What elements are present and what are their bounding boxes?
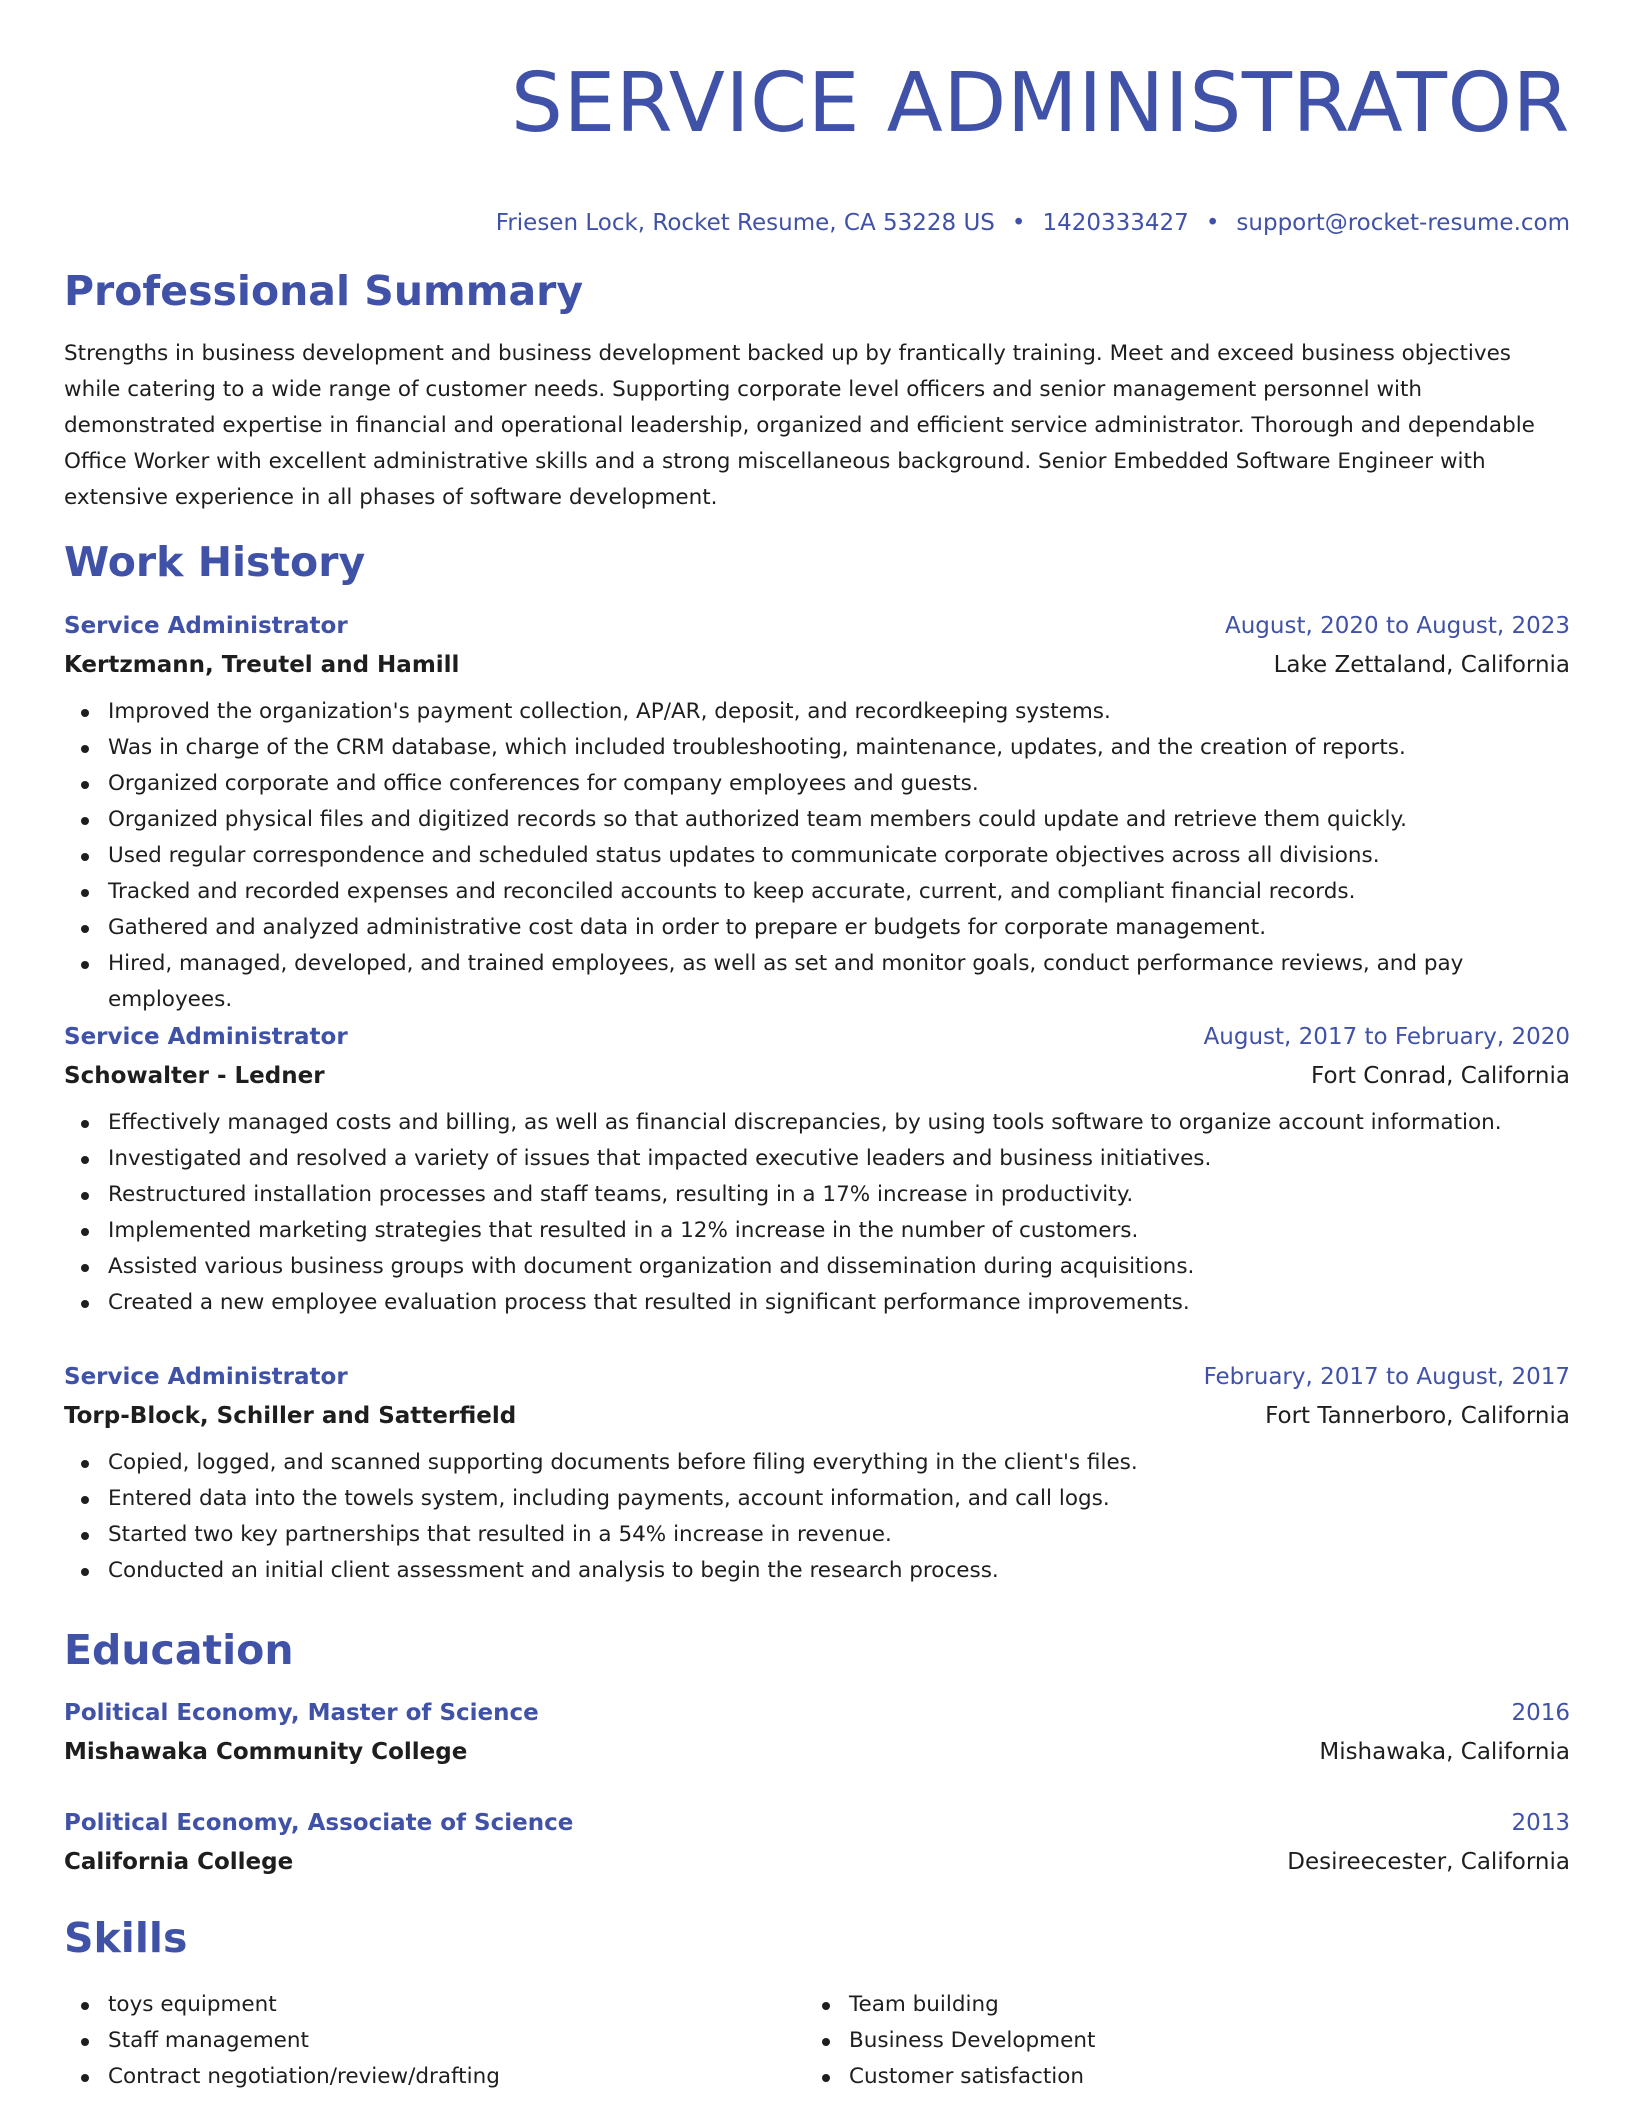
job-bullet: Organized corporate and office conferences for company employees and guests.: [64, 766, 1570, 802]
job-bullet: Was in charge of the CRM database, which included troubleshooting, maintenance, updates, and the creation of reports.: [64, 730, 1570, 766]
contact-address: Friesen Lock, Rocket Resume, CA 53228 US: [495, 210, 995, 236]
job-bullet: Conducted an initial client assessment and analysis to begin the research process.: [64, 1553, 1570, 1589]
job-entry: [64, 1362, 1570, 1589]
job-bullet: Started two key partnerships that resulted in a 54% increase in revenue.: [64, 1517, 1570, 1553]
job-bullet: Effectively managed costs and billing, as well as financial discrepancies, by using tools software to organize account information.: [64, 1105, 1570, 1141]
contact-separator: •: [1011, 210, 1026, 236]
job-dates: August, 2020 to August, 2023: [1225, 613, 1570, 639]
skill-item: Team building: [805, 1987, 1546, 2023]
job-bullet: Organized physical files and digitized records so that authorized team members could update and retrieve them quickly.: [64, 802, 1570, 838]
skills-column-left: [64, 1987, 805, 2095]
candidate-name: SERVICE ADMINISTRATOR: [510, 56, 1570, 151]
education-location: Desireecester, California: [1287, 1849, 1570, 1875]
job-title: Service Administrator: [64, 1024, 348, 1050]
job-location: Fort Tannerboro, California: [1265, 1403, 1570, 1429]
job-entry: [64, 611, 1570, 1018]
job-bullet: Hired, managed, developed, and trained employees, as well as set and monitor goals, conduct performance reviews, and pay employees.: [64, 946, 1570, 1018]
job-bullet: Copied, logged, and scanned supporting documents before filing everything in the client's files.: [64, 1445, 1570, 1481]
contact-line: [64, 208, 1570, 238]
job-bullet: Entered data into the towels system, including payments, account information, and call logs.: [64, 1481, 1570, 1517]
education-entry: [64, 1698, 1570, 1767]
skills-column-right: [805, 1987, 1546, 2095]
job-bullet: Used regular correspondence and scheduled status updates to communicate corporate objectives across all divisions.: [64, 838, 1570, 874]
job-location: Fort Conrad, California: [1311, 1063, 1570, 1089]
skills-list: [64, 1987, 1570, 2095]
contact-separator: •: [1205, 210, 1220, 236]
job-bullet: Improved the organization's payment collection, AP/AR, deposit, and recordkeeping systems.: [64, 694, 1570, 730]
education-school: Mishawaka Community College: [64, 1739, 468, 1765]
job-dates: August, 2017 to February, 2020: [1203, 1024, 1570, 1050]
job-bullet: Tracked and recorded expenses and reconciled accounts to keep accurate, current, and compliant financial records.: [64, 874, 1570, 910]
job-location: Lake Zettaland, California: [1273, 652, 1570, 678]
work-history-heading: Work History: [64, 538, 366, 586]
skills-heading: Skills: [64, 1914, 188, 1962]
education-location: Mishawaka, California: [1319, 1739, 1570, 1765]
education-entry: [64, 1808, 1570, 1877]
resume-page: [64, 0, 1570, 2089]
job-dates: February, 2017 to August, 2017: [1203, 1364, 1570, 1390]
job-bullets: [64, 1105, 1570, 1321]
job-employer: Kertzmann, Treutel and Hamill: [64, 652, 460, 678]
education-year: 2016: [1511, 1700, 1570, 1726]
skill-item: toys equipment: [64, 1987, 805, 2023]
skill-item: Customer satisfaction: [805, 2059, 1546, 2095]
job-bullet: Restructured installation processes and staff teams, resulting in a 17% increase in productivity.: [64, 1177, 1570, 1213]
summary-text: Strengths in business development and business development backed up by frantically training. Meet and exceed business objectives while catering to a wide range of customer needs. Supporting corporate level officers and senior management personnel with demonstrated expertise in financial and operational leadership, organized and efficient service administrator. Thorough and dependable Office Worker with excellent administrative skills and a strong miscellaneous background. Senior Embedded Software Engineer with extensive experience in all phases of software development.: [64, 341, 1535, 510]
job-bullets: [64, 694, 1570, 1018]
job-bullet: Gathered and analyzed administrative cost data in order to prepare er budgets for corporate management.: [64, 910, 1570, 946]
education-degree: Political Economy, Associate of Science: [64, 1810, 574, 1836]
summary-heading: Professional Summary: [64, 267, 584, 315]
skill-item: Business Development: [805, 2023, 1546, 2059]
education-school: California College: [64, 1849, 294, 1875]
job-bullet: Assisted various business groups with document organization and dissemination during acquisitions.: [64, 1249, 1570, 1285]
job-bullet: Implemented marketing strategies that resulted in a 12% increase in the number of customers.: [64, 1213, 1570, 1249]
contact-email[interactable]: support@rocket-resume.com: [1236, 210, 1570, 236]
skill-item: Staff management: [64, 2023, 805, 2059]
job-employer: Schowalter - Ledner: [64, 1063, 325, 1089]
job-entry: [64, 1022, 1570, 1321]
education-heading: Education: [64, 1626, 294, 1674]
job-employer: Torp-Block, Schiller and Satterfield: [64, 1403, 517, 1429]
job-bullets: [64, 1445, 1570, 1589]
job-title: Service Administrator: [64, 1364, 348, 1390]
education-degree: Political Economy, Master of Science: [64, 1700, 539, 1726]
contact-phone: 1420333427: [1042, 210, 1189, 236]
skill-item: Contract negotiation/review/drafting: [64, 2059, 805, 2095]
job-bullet: Investigated and resolved a variety of issues that impacted executive leaders and business initiatives.: [64, 1141, 1570, 1177]
job-title: Service Administrator: [64, 613, 348, 639]
education-year: 2013: [1511, 1810, 1570, 1836]
job-bullet: Created a new employee evaluation process that resulted in significant performance improvements.: [64, 1285, 1570, 1321]
